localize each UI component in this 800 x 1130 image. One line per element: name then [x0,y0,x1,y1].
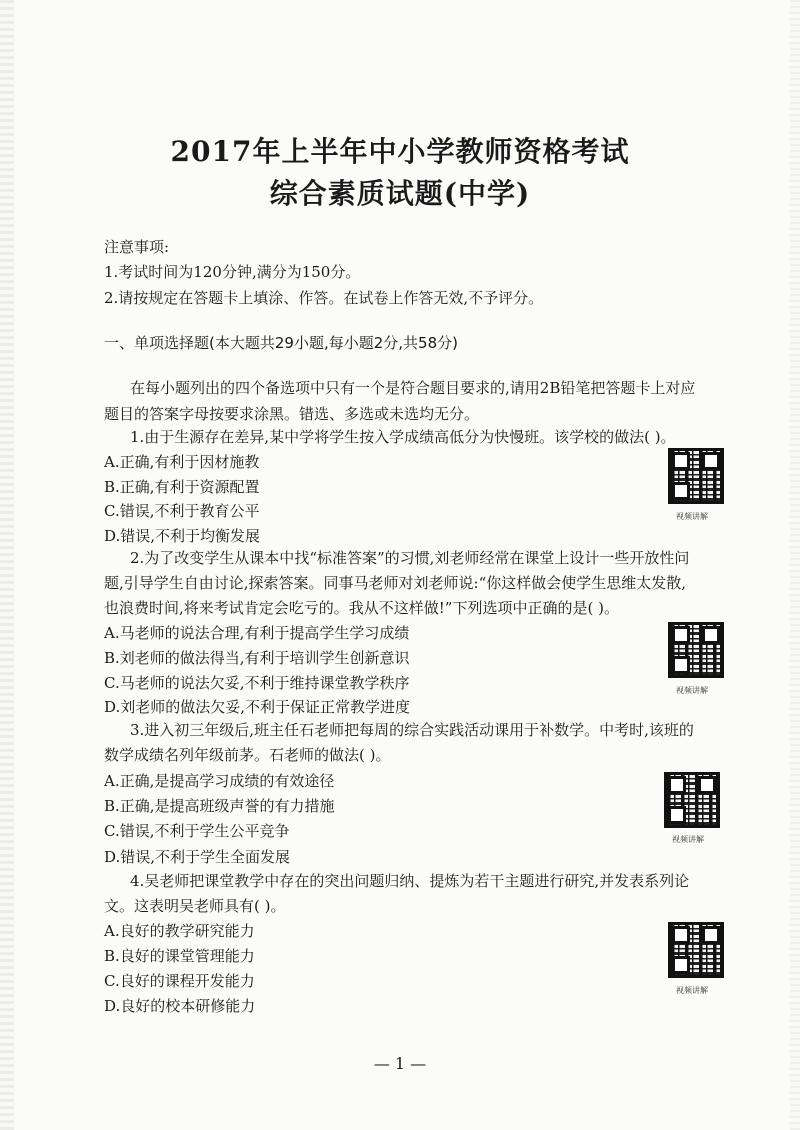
question-3-stem-line-2: 数学成绩名列年级前茅。石老师的做法( )。 [104,746,391,764]
question-2-stem-line-1: 2.为了改变学生从课本中找“标准答案”的习惯,刘老师经常在课堂上设计一些开放性问 [130,549,690,567]
question-2-option-c: C.马老师的说法欠妥,不利于维持课堂教学秩序 [104,674,410,692]
question-4-option-b: B.良好的课堂管理能力 [104,947,255,965]
notice-item-2: 2.请按规定在答题卡上填涂、作答。在试卷上作答无效,不予评分。 [104,289,544,307]
question-2-stem-line-3: 也浪费时间,将来考试肯定会吃亏的。我从不这样做!”下列选项中正确的是( )。 [104,599,619,617]
question-3-option-b: B.正确,是提高班级声誉的有力措施 [104,797,335,815]
question-1-option-a: A.正确,有利于因材施教 [104,453,260,471]
qr-code-4 [668,922,724,978]
question-3-option-c: C.错误,不利于学生公平竞争 [104,822,290,840]
question-4-stem-line-2: 文。这表明吴老师具有( )。 [104,897,286,915]
question-2-option-a: A.马老师的说法合理,有利于提高学生学习成绩 [104,624,410,642]
qr-code-1 [668,448,724,504]
page-number: — 1 — [373,1054,427,1073]
notice-heading: 注意事项: [104,238,170,256]
question-2-stem-line-2: 题,引导学生自由讨论,探索答案。同事马老师对刘老师说:“你这样做会使学生思维太发散, [104,574,687,592]
question-4-option-a: A.良好的教学研究能力 [104,922,255,940]
question-3-option-d: D.错误,不利于学生全面发展 [104,848,291,866]
instruction-line-1: 在每小题列出的四个备选项中只有一个是符合题目要求的,请用2B铅笔把答题卡上对应 [130,379,696,397]
question-2-option-b: B.刘老师的做法得当,有利于培训学生创新意识 [104,649,410,667]
notice-item-1: 1.考试时间为120分钟,满分为150分。 [104,263,361,281]
instruction-line-2: 题目的答案字母按要求涂黑。错选、多选或未选均无分。 [104,405,480,423]
exam-title: 2017年上半年中小学教师资格考试 [170,135,630,168]
qr-caption-2: 视频讲解 [676,686,708,695]
qr-caption-1: 视频讲解 [676,512,708,521]
question-4-stem-line-1: 4.吴老师把课堂教学中存在的突出问题归纳、提炼为若干主题进行研究,并发表系列论 [130,872,690,890]
exam-subtitle: 综合素质试题(中学) [269,177,531,210]
question-1-option-c: C.错误,不利于教育公平 [104,502,260,520]
question-3-stem-line-1: 3.进入初三年级后,班主任石老师把每周的综合实践活动课用于补数学。中考时,该班的 [130,721,694,739]
question-3-option-a: A.正确,是提高学习成绩的有效途径 [104,772,335,790]
question-4-option-d: D.良好的校本研修能力 [104,997,256,1015]
question-1-stem: 1.由于生源存在差异,某中学将学生按入学成绩高低分为快慢班。该学校的做法( )。 [130,428,676,446]
section-heading: 一、单项选择题(本大题共29小题,每小题2分,共58分) [104,334,458,352]
question-1-option-d: D.错误,不利于均衡发展 [104,527,261,545]
question-1-option-b: B.正确,有利于资源配置 [104,478,260,496]
qr-code-2 [668,622,724,678]
qr-caption-3: 视频讲解 [672,835,704,844]
qr-caption-4: 视频讲解 [676,986,708,995]
question-4-option-c: C.良好的课程开发能力 [104,972,255,990]
qr-code-3 [664,772,720,828]
question-2-option-d: D.刘老师的做法欠妥,不利于保证正常教学进度 [104,698,411,716]
